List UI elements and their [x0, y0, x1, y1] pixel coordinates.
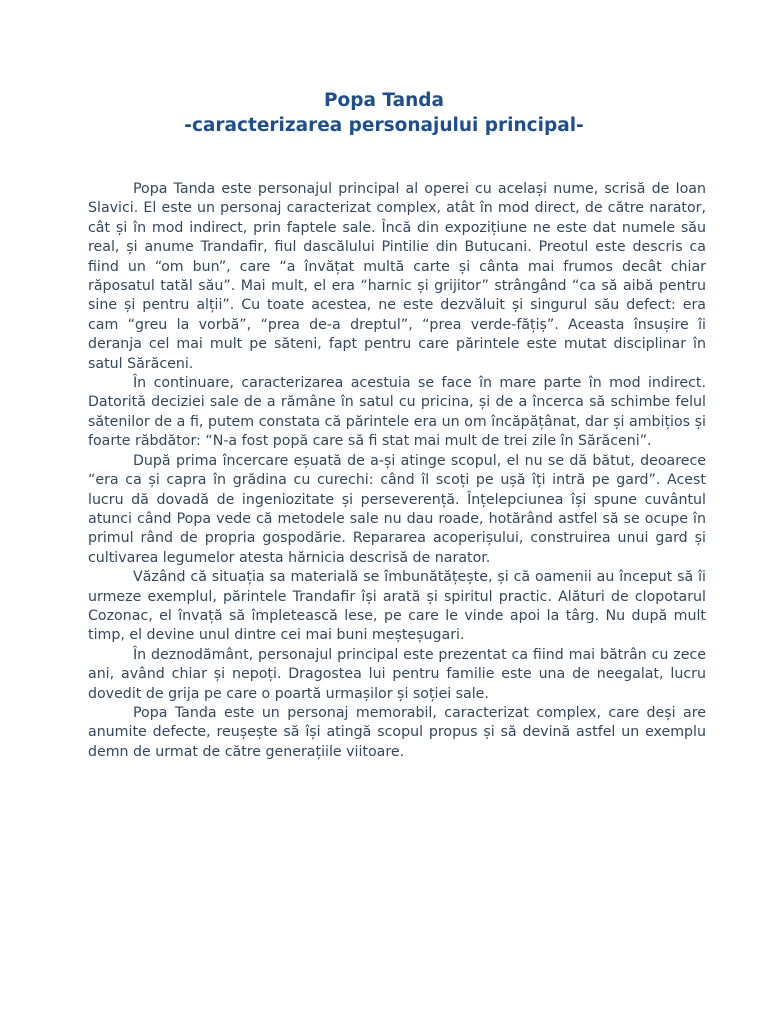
paragraph-2: În continuare, caracterizarea acestuia se face în mare parte în mod indirect. Datorită deciziei sale de a rămâne în satul cu pricina, și de a încerca să schimbe felul sătenilor de a fi, putem constata că părintele era un om încăpățânat, dar și ambițios și foarte răbdător: “N-a fost popă care să fi stat mai mult de trei zile în Sărăceni”. — [88, 375, 706, 450]
paragraph-3: După prima încercare eșuată de a-și atinge scopul, el nu se dă bătut, deoarece “era ca și capra în grădina cu curechi: când îl scoți pe ușă îți intră pe gard”. Acest lucru dă dovadă de ingeniozitate și perseverență. Înțelepciunea își spune cuvântul atunci când Popa vede că metodele sale nu dau roade, hotărând astfel să se ocupe în primul rând de propria gospodărie. Repararea acoperișului, construirea unui gard și cultivarea legumelor atesta hărnicia descrisă de narator. — [88, 452, 706, 566]
title-block — [0, 88, 768, 138]
paragraph-6: Popa Tanda este un personaj memorabil, caracterizat complex, care deși are anumite defecte, reușește să își atingă scopul propus și să devină astfel un exemplu demn de urmat de către generațiile viitoare. — [88, 704, 706, 760]
paragraph-5: În deznodământ, personajul principal este prezentat ca fiind mai bătrân cu zece ani, având chiar și nepoți. Dragostea lui pentru familie este una de neegalat, lucru dovedit de grija pe care o poartă urmașilor și soției sale. — [88, 646, 706, 702]
document-subtitle: -caracterizarea personajului principal- — [184, 115, 584, 136]
paragraph-4: Văzând că situația sa materială se îmbunătățește, și că oamenii au început să îi urmeze exemplul, părintele Trandafir își arată și spiritul practic. Alături de clopotarul Cozonac, el învață să împletească lese, pe care le vinde apoi la târg. Nu după mult timp, el devine unul dintre cei mai buni meșteșugari. — [88, 569, 706, 644]
paragraph-1: Popa Tanda este personajul principal al operei cu același nume, scrisă de Ioan Slavici. El este un personaj caracterizat complex, atât în mod direct, de către narator, cât și în mod indirect, prin faptele sale. Încă din expozițiune ne este dat numele său real, și anume Trandafir, fiul dascălului Pintilie din Butucani. Preotul este descris ca fiind un “om bun”, care “a învățat multă carte și cânta mai frumos decât chiar răposatul tatăl său”. Mai mult, el era “harnic și grijitor” strângând “ca să aibă pentru sine și pentru alții”. Cu toate acestea, ne este dezvăluit și singurul său defect: era cam “greu la vorbă”, “prea de-a dreptul”, “prea verde-fățiș”. Aceasta însușire îi deranja cel mai mult pe săteni, fapt pentru care părintele este mutat disciplinar în satul Sărăceni. — [88, 181, 706, 372]
document-body — [88, 180, 706, 762]
document-title: Popa Tanda — [323, 90, 445, 111]
